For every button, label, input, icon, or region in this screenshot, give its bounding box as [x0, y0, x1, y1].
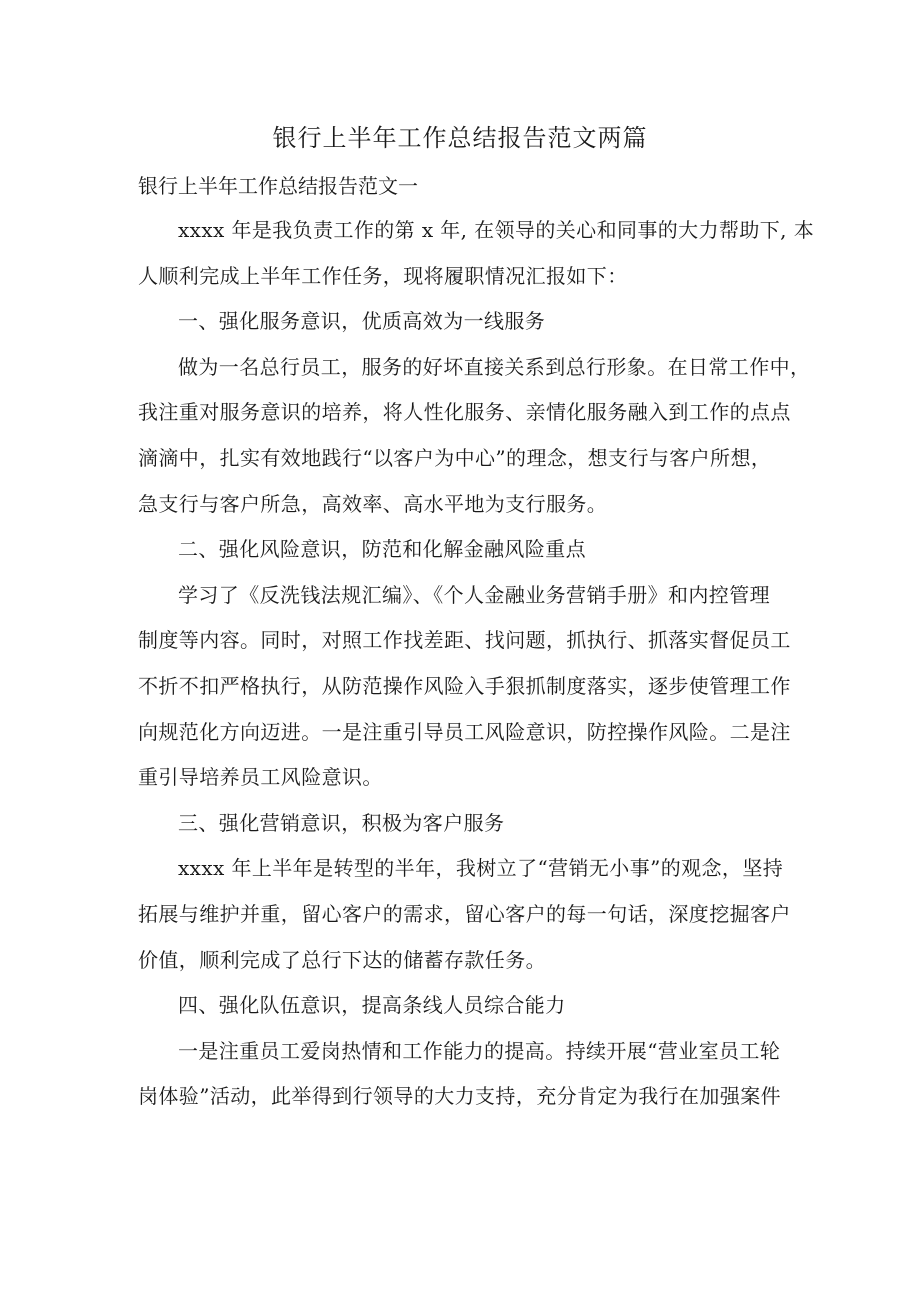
paragraph-line: 制度等内容。同时，对照工作找差距、找问题，抓执行、抓落实督促员工 — [138, 628, 791, 653]
section-heading: 三、强化营销意识，积极为客户服务 — [178, 810, 505, 835]
paragraph-line: 向规范化方向迈进。一是注重引导员工风险意识，防控操作风险。二是注 — [138, 719, 791, 744]
paragraph-line: 岗体验”活动，此举得到行领导的大力支持，充分肯定为我行在加强案件 — [138, 1084, 782, 1109]
paragraph-line: 一是注重员工爱岗热情和工作能力的提高。持续开展“营业室员工轮 — [178, 1038, 781, 1063]
paragraph-line: 学习了《反洗钱法规汇编》、《个人金融业务营销手册》和内控管理 — [178, 582, 770, 607]
document-title: 银行上半年工作总结报告范文两篇 — [272, 124, 648, 152]
document-body — [138, 208, 815, 1120]
section-heading: 二、强化风险意识，防范和化解金融风险重点 — [178, 537, 586, 562]
paragraph-line: 拓展与维护并重，留心客户的需求，留心客户的每一句话，深度挖掘客户 — [138, 901, 791, 926]
paragraph — [138, 1029, 796, 1120]
paragraph-line: 我注重对服务意识的培养，将人性化服务、亲情化服务融入到工作的点点 — [138, 400, 791, 425]
paragraph-line: 做为一名总行员工，服务的好坏直接关系到总行形象。在日常工作中， — [178, 354, 811, 379]
paragraph-line: 急支行与客户所急，高效率、高水平地为支行服务。 — [138, 491, 608, 516]
paragraph — [138, 208, 815, 299]
paragraph-line: 不折不扣严格执行，从防范操作风险入手狠抓制度落实，逐步使管理工作 — [138, 673, 791, 698]
document-subtitle: 银行上半年工作总结报告范文一 — [138, 174, 418, 198]
section-heading: 四、强化队伍意识，提高条线人员综合能力 — [178, 993, 566, 1018]
paragraph-line: 价值，顺利完成了总行下达的储蓄存款任务。 — [138, 947, 546, 972]
paragraph — [138, 573, 796, 801]
paragraph — [138, 345, 811, 527]
section-heading: 一、强化服务意识，优质高效为一线服务 — [178, 309, 546, 334]
paragraph-line: 滴滴中，扎实有效地践行“以客户为中心”的理念，想支行与客户所想， — [138, 445, 772, 470]
paragraph-line: xxxx 年上半年是转型的半年，我树立了“营销无小事”的观念，坚持 — [178, 856, 784, 881]
paragraph-line: xxxx 年是我负责工作的第 x 年, 在领导的关心和同事的大力帮助下, 本 — [178, 218, 815, 242]
paragraph — [138, 846, 796, 983]
paragraph-line: 人顺利完成上半年工作任务，现将履职情况汇报如下： — [138, 263, 628, 288]
paragraph-line: 重引导培养员工风险意识。 — [138, 765, 383, 790]
